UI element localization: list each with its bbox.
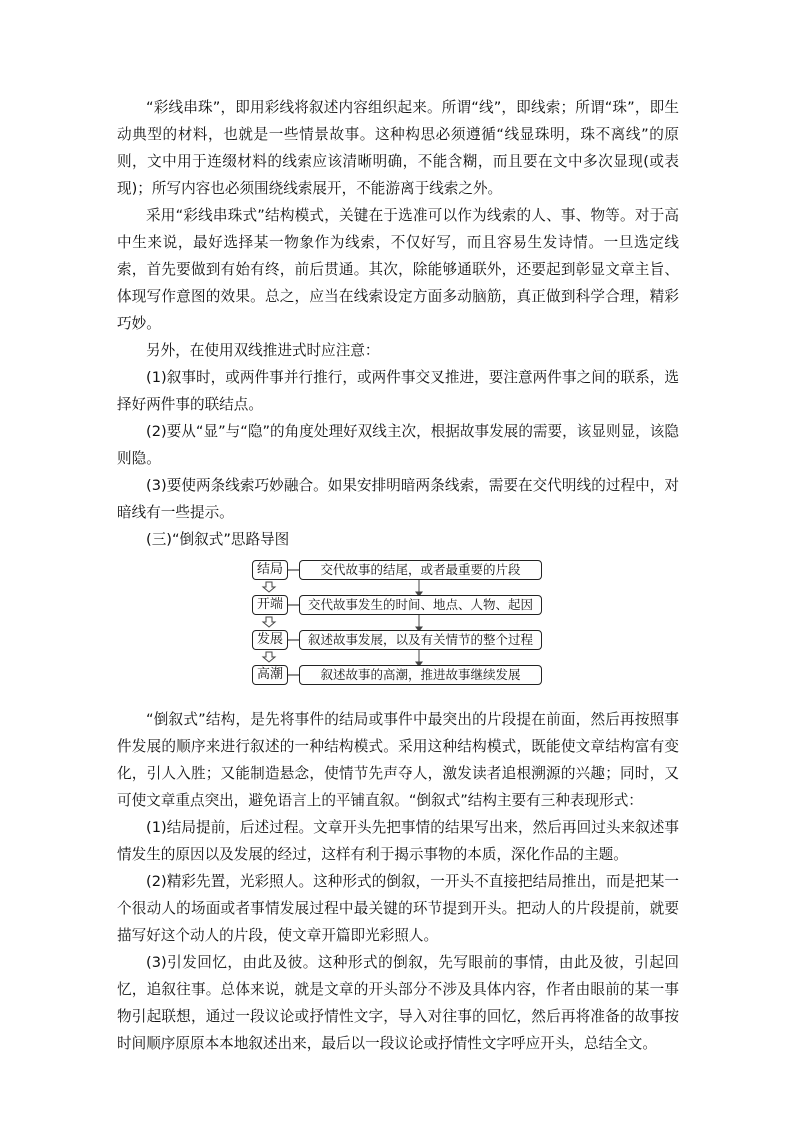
- paragraph: (1)结局提前，后述过程。文章开头先把事情的结果写出来，然后再回过头来叙述事情发生的原因以及发展的经过，这样有利于揭示事物的本质，深化作品的主题。: [117, 819, 679, 863]
- diagram-label-climax: 高潮: [252, 665, 288, 685]
- flow-diagram: [117, 560, 679, 698]
- paragraph: (2)精彩先置，光彩照人。这种形式的倒叙，一开头不直接把结局推出，而是把某一个很动人的场面或者事情发展过程中最关键的环节提到开头。把动人的片段提前，就要描写好这个动人的片段，使文章开篇即光彩照人。: [117, 873, 679, 944]
- diagram-label-beginning: 开端: [252, 595, 288, 615]
- paragraph: “彩线串珠”，即用彩线将叙述内容组织起来。所谓“线”，即线索；所谓“珠”，即生动典型的材料，也就是一些情景故事。这种构思必须遵循“线显珠明，珠不离线”的原则，文中用于连缀材料的线索应该清晰明确，不能含糊，而且要在文中多次显现(或表现)；所写内容也必须围绕线索展开，不能游离于线索之外。: [117, 99, 679, 197]
- section-heading: (三)“倒叙式”思路导图: [146, 531, 290, 548]
- paragraph: (1)叙事时，或两件事并行推行，或两件事交叉推进，要注意两件事之间的联系，选择好两件事的联结点。: [117, 369, 679, 413]
- diagram-box-beginning: 交代故事发生的时间、地点、人物、起因: [299, 595, 542, 615]
- diagram-box-ending: 交代故事的结尾，或者最重要的片段: [299, 560, 542, 580]
- paragraph: (2)要从“显”与“隐”的角度处理好双线主次，根据故事发展的需要，该显则显，该隐则隐。: [117, 423, 679, 467]
- paragraph: (3)引发回忆，由此及彼。这种形式的倒叙，先写眼前的事情，由此及彼，引起回忆，追叙往事。总体来说，就是文章的开头部分不涉及具体内容，作者由眼前的某一事物引起联想，通过一段议论或抒情性文字，导入对往事的回忆，然后再将准备的故事按时间顺序原原本本地叙述出来，最后以一段议论或抒情性文字呼应开头，总结全文。: [117, 954, 679, 1052]
- diagram-label-ending: 结局: [252, 560, 288, 580]
- paragraph: 采用“彩线串珠式”结构模式，关键在于选准可以作为线索的人、事、物等。对于高中生来说，最好选择某一物象作为线索，不仅好写，而且容易生发诗情。一旦选定线索，首先要做到有始有终，前后贯通。其次，除能够通联外，还要起到彰显文章主旨、体现写作意图的效果。总之，应当在线索设定方面多动脑筋，真正做到科学合理，精彩巧妙。: [117, 207, 679, 332]
- document-body: [117, 94, 679, 1057]
- diagram-box-climax: 叙述故事的高潮，推进故事继续发展: [299, 665, 542, 685]
- diagram-label-development: 发展: [252, 630, 288, 650]
- paragraph: 另外，在使用双线推进式时应注意：: [146, 342, 380, 359]
- paragraph: “倒叙式”结构，是先将事件的结局或事件中最突出的片段提在前面，然后再按照事件发展的顺序来进行叙述的一种结构模式。采用这种结构模式，既能使文章结构富有变化，引人入胜；又能制造悬念，使情节先声夺人，激发读者追根溯源的兴趣；同时，又可使文章重点突出，避免语言上的平铺直叙。“倒叙式”结构主要有三种表现形式：: [117, 711, 679, 809]
- diagram-box-development: 叙述故事发展，以及有关情节的整个过程: [299, 630, 542, 650]
- paragraph: (3)要使两条线索巧妙融合。如果安排明暗两条线索，需要在交代明线的过程中，对暗线有一些提示。: [117, 477, 679, 521]
